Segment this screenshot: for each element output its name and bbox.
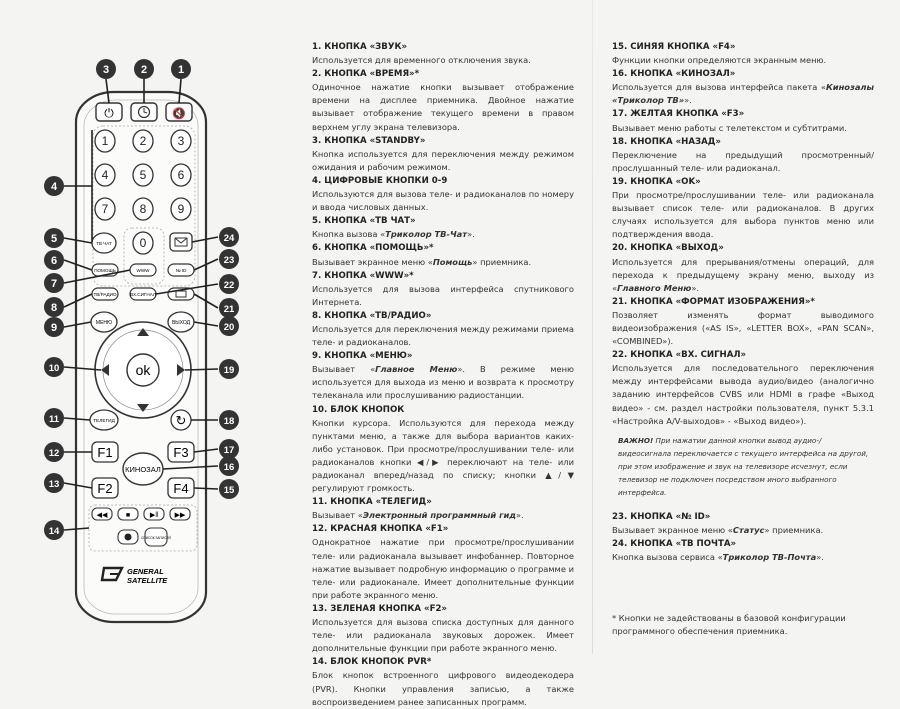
callout-4: 4 xyxy=(50,181,58,193)
section-description: Позволяет изменять формат выводимого видеоизображения («AS IS», «LETTER BOX», «PAN SCAN», «COMBINED»). xyxy=(612,309,874,347)
callout-1: 1 xyxy=(177,64,185,76)
description-text: ». xyxy=(467,229,475,240)
tv-mail-button[interactable] xyxy=(170,233,192,251)
digit-9-label: 9 xyxy=(177,202,185,216)
stop-icon: ■ xyxy=(125,512,131,519)
digit-8-label: 8 xyxy=(139,202,147,216)
brand-line-2: SATELLITE xyxy=(127,576,168,585)
section-title: 20. КНОПКА «ВЫХОД» xyxy=(612,243,724,254)
description-text: Вызывает « xyxy=(312,364,376,375)
section-description: Кнопка используется для переключения между режимом ожидания и рабочим режимом. xyxy=(312,148,574,172)
section-title: 18. КНОПКА «НАЗАД» xyxy=(612,136,721,147)
record-icon xyxy=(125,534,132,541)
callout-24: 24 xyxy=(223,233,235,244)
remote-illustration xyxy=(0,0,300,654)
note-label: ВАЖНО! xyxy=(618,435,654,445)
callout-9: 9 xyxy=(50,322,58,334)
digit-1-label: 1 xyxy=(101,134,109,148)
section-description: Функции кнопки определяются экранным меню. xyxy=(612,55,827,66)
exit-label: ВЫХОД xyxy=(171,320,191,326)
callout-6: 6 xyxy=(50,255,58,267)
description-text: ». xyxy=(684,95,692,106)
description-text: » приемника. xyxy=(472,256,532,267)
right-column-items-2 xyxy=(612,511,874,564)
section-description: Одиночное нажатие кнопки вызывает отображение времени на дисплее приемника. Двойное нажатие вызывает отображение текущего времени в правом верхнем углу экрана телевизора. xyxy=(312,82,574,132)
callout-2: 2 xyxy=(140,64,148,76)
digit-4-label: 4 xyxy=(101,168,109,182)
mute-icon: 🔇 xyxy=(172,108,186,120)
section-description xyxy=(612,256,874,295)
section-title: 9. КНОПКА «МЕНЮ» xyxy=(312,351,413,362)
emphasized-name: Триколор ТВ-Чат xyxy=(385,229,468,240)
description-text: ». xyxy=(515,510,524,521)
right-column-items xyxy=(612,41,874,428)
emphasized-name: Электронный программный гид xyxy=(362,510,516,521)
tv-radio-label: ТВ/РАДИО xyxy=(93,292,117,297)
description-text: Используется для прерывания/отмены операций, для перехода к предыдущему экрану меню, выходу из « xyxy=(612,256,874,293)
description-text: Используется для вызова интерфейса пакета « xyxy=(612,82,826,93)
recordings-list-label: СПИСОК ЗАПИСЕЙ xyxy=(141,536,171,540)
f2-label: F2 xyxy=(97,481,113,496)
cinema-label: КИНОЗАЛ xyxy=(125,465,161,474)
callout-5: 5 xyxy=(50,233,58,245)
section-description xyxy=(612,524,874,537)
section-description: Кнопки курсора. Используются для перехода между пунктами меню, а также для выбора вариантов каких-либо установок. При просмотре/прослушивании теле- или радиоканалов кнопки ◀/▶ переключают на теле- или радиоканал вперед/назад по списку; кнопки ▲/▼ регулируют громкость. xyxy=(312,417,574,494)
callout-7: 7 xyxy=(50,278,58,290)
section-description: Переключение на предыдущий просмотренный/прослушанный теле- или радиоканал. xyxy=(612,149,874,173)
section-title: 7. КНОПКА «WWW»* xyxy=(312,270,414,281)
section-title: 17. ЖЕЛТАЯ КНОПКА «F3» xyxy=(612,109,745,120)
section-title: 21. КНОПКА «ФОРМАТ ИЗОБРАЖЕНИЯ»* xyxy=(612,296,815,307)
description-text: ». xyxy=(691,282,700,293)
callout-23: 23 xyxy=(223,255,235,266)
section-description: Используется для последовательного переключения между интерфейсами вывода аудио/видео (аналогично заданию интерфейсов CVBS или HDMI в графе «Выход видео» - см. раздел настройки пользователя, пункт 5.3.1 «Настройка A/V-выходов» - «Выход видео»). xyxy=(612,363,874,426)
section-description xyxy=(312,509,574,522)
section-description xyxy=(612,81,874,107)
digit-5-label: 5 xyxy=(139,168,147,182)
section-title: 19. КНОПКА «OK» xyxy=(612,176,701,187)
important-note xyxy=(612,434,874,499)
section-description: Используется для переключения между режимами приема теле- и радиоканалов. xyxy=(312,323,574,348)
emphasized-name: Триколор ТВ-Почта xyxy=(722,552,817,562)
back-icon: ↻ xyxy=(175,413,187,428)
description-text: Вызывает « xyxy=(312,510,363,521)
tv-chat-label: ТВ ЧАТ xyxy=(96,241,112,246)
ok-label: ok xyxy=(135,362,151,378)
www-label: WWW xyxy=(136,268,150,273)
play-pause-icon: ▶‖ xyxy=(149,512,159,519)
brand-line-1: GENERAL xyxy=(127,567,164,576)
digit-7-label: 7 xyxy=(101,202,109,216)
emphasized-name: Главное Меню xyxy=(375,364,458,375)
right-column xyxy=(612,40,874,638)
callout-20: 20 xyxy=(223,322,235,333)
section-description: Используется для временного отключения звука. xyxy=(312,55,531,66)
digit-0-label: 0 xyxy=(139,236,147,250)
input-signal-label: ВХ.СИГНАЛ xyxy=(130,292,156,297)
power-icon: ⏻ xyxy=(104,106,114,120)
callout-19: 19 xyxy=(223,365,235,376)
description-text: » приемника. xyxy=(764,524,824,535)
callout-21: 21 xyxy=(223,304,235,315)
description-text: Вызывает экранное меню « xyxy=(612,524,733,535)
section-title: 1. КНОПКА «ЗВУК» xyxy=(312,42,408,52)
callout-17: 17 xyxy=(223,445,235,456)
menu-label: МЕНЮ xyxy=(95,320,113,326)
rewind-icon: ◀◀ xyxy=(96,512,108,519)
digit-2-label: 2 xyxy=(139,134,147,148)
section-description: Вызывает меню работы с телетекстом и субтитрами. xyxy=(612,122,847,133)
emphasized-name: Статус xyxy=(732,524,765,535)
callout-3: 3 xyxy=(102,64,110,76)
callout-10: 10 xyxy=(48,363,60,374)
id-label: № ID xyxy=(175,268,187,273)
emphasized-name: Главного Меню xyxy=(617,282,692,293)
digit-6-label: 6 xyxy=(177,168,185,182)
teleguide-label: ТЕЛЕГИД xyxy=(93,419,115,424)
description-text: ». xyxy=(816,552,824,562)
section-title: 5. КНОПКА «ТВ ЧАТ» xyxy=(312,216,416,227)
section-title: 15. СИНЯЯ КНОПКА «F4» xyxy=(612,42,736,52)
callout-13: 13 xyxy=(48,479,60,490)
section-title: 8. КНОПКА «ТВ/РАДИО» xyxy=(312,310,432,321)
page-fold xyxy=(592,0,593,654)
left-column xyxy=(312,40,574,709)
section-description: При просмотре/прослушивании теле- или радиоканала вызывает список теле- или радиоканалов. В других случаях используется для выбора пунктов меню или подтверждения ввода. xyxy=(612,190,874,240)
section-title: 24. КНОПКА «ТВ ПОЧТА» xyxy=(612,538,737,549)
section-title: 10. БЛОК КНОПОК xyxy=(312,404,405,415)
digit-3-label: 3 xyxy=(177,134,185,148)
callout-18: 18 xyxy=(223,416,235,427)
emphasized-name: Кинозалы «Триколор ТВ» xyxy=(612,82,874,106)
section-title: 2. КНОПКА «ВРЕМЯ»* xyxy=(312,69,420,80)
section-title: 14. БЛОК КНОПОК PVR* xyxy=(312,657,432,668)
section-title: 6. КНОПКА «ПОМОЩЬ»* xyxy=(312,243,434,254)
callout-14: 14 xyxy=(48,526,60,537)
section-title: 16. КНОПКА «КИНОЗАЛ» xyxy=(612,69,736,80)
emphasized-name: Помощь xyxy=(432,256,473,267)
section-title: 23. КНОПКА «№ ID» xyxy=(612,511,711,522)
section-description: Блок кнопок встроенного цифрового видеодекодера (PVR). Кнопки управления записью, а также воспроизведением ранее записанных программ. xyxy=(312,670,574,707)
section-description xyxy=(312,228,574,241)
section-title: 22. КНОПКА «ВХ. СИГНАЛ» xyxy=(612,350,747,361)
callout-16: 16 xyxy=(223,462,235,473)
callout-15: 15 xyxy=(223,485,235,496)
section-title: 11. КНОПКА «ТЕЛЕГИД» xyxy=(312,497,432,508)
section-title: 4. ЦИФРОВЫЕ КНОПКИ 0-9 xyxy=(312,175,448,186)
section-description: Однократное нажатие при просмотре/прослушивании теле- или радиоканала вызывает инфобаннер. Повторное нажатие вызывает подробную информацию о программе и теле- или радиоканале. Имеет дополнительные функции при работе экранного меню. xyxy=(312,537,574,600)
section-description xyxy=(312,363,574,402)
description-text: Вызывает экранное меню « xyxy=(312,256,433,267)
f4-label: F4 xyxy=(173,481,189,496)
callout-11: 11 xyxy=(48,414,60,425)
callout-8: 8 xyxy=(50,302,58,314)
section-description xyxy=(312,256,574,269)
f1-label: F1 xyxy=(97,445,113,460)
description-text: ». В режиме меню используется для выхода из меню и возврата к просмотру телеканала или прослушиванию радиостанции. xyxy=(312,364,574,401)
callout-12: 12 xyxy=(48,448,60,459)
description-text: Кнопка вызова « xyxy=(312,229,386,240)
section-description: Используется для вызова интерфейса спутникового Интернета. xyxy=(312,283,574,307)
footnote: * Кнопки не задействованы в базовой конфигурации программного обеспечения приемника. xyxy=(612,613,846,637)
description-text: Кнопка вызова сервиса « xyxy=(612,552,723,562)
forward-icon: ▶▶ xyxy=(174,512,186,519)
f3-label: F3 xyxy=(173,445,189,460)
section-title: 3. КНОПКА «STANDBY» xyxy=(312,135,426,146)
help-label: ПОМОЩЬ xyxy=(94,268,116,273)
section-description xyxy=(612,551,874,564)
callout-22: 22 xyxy=(223,280,235,291)
section-description: Используется для вызова списка доступных для данного теле- или радиоканала звуковых дорожек. Имеет дополнительные функции при работе экранного меню. xyxy=(312,617,574,654)
note-text: При нажатии данной кнопки вывод аудио-/видеосигнала переключается с текущего интерфейса на другой, при этом изображение и звук на телевизоре исчезнут, если телевизор не подключен посредством иного выбранного интерфейса. xyxy=(618,435,869,497)
section-title: 12. КРАСНАЯ КНОПКА «F1» xyxy=(312,524,449,535)
section-title: 13. ЗЕЛЕНАЯ КНОПКА «F2» xyxy=(312,603,447,614)
section-description: Используются для вызова теле- и радиоканалов по номеру и ввода числовых данных. xyxy=(312,189,574,213)
